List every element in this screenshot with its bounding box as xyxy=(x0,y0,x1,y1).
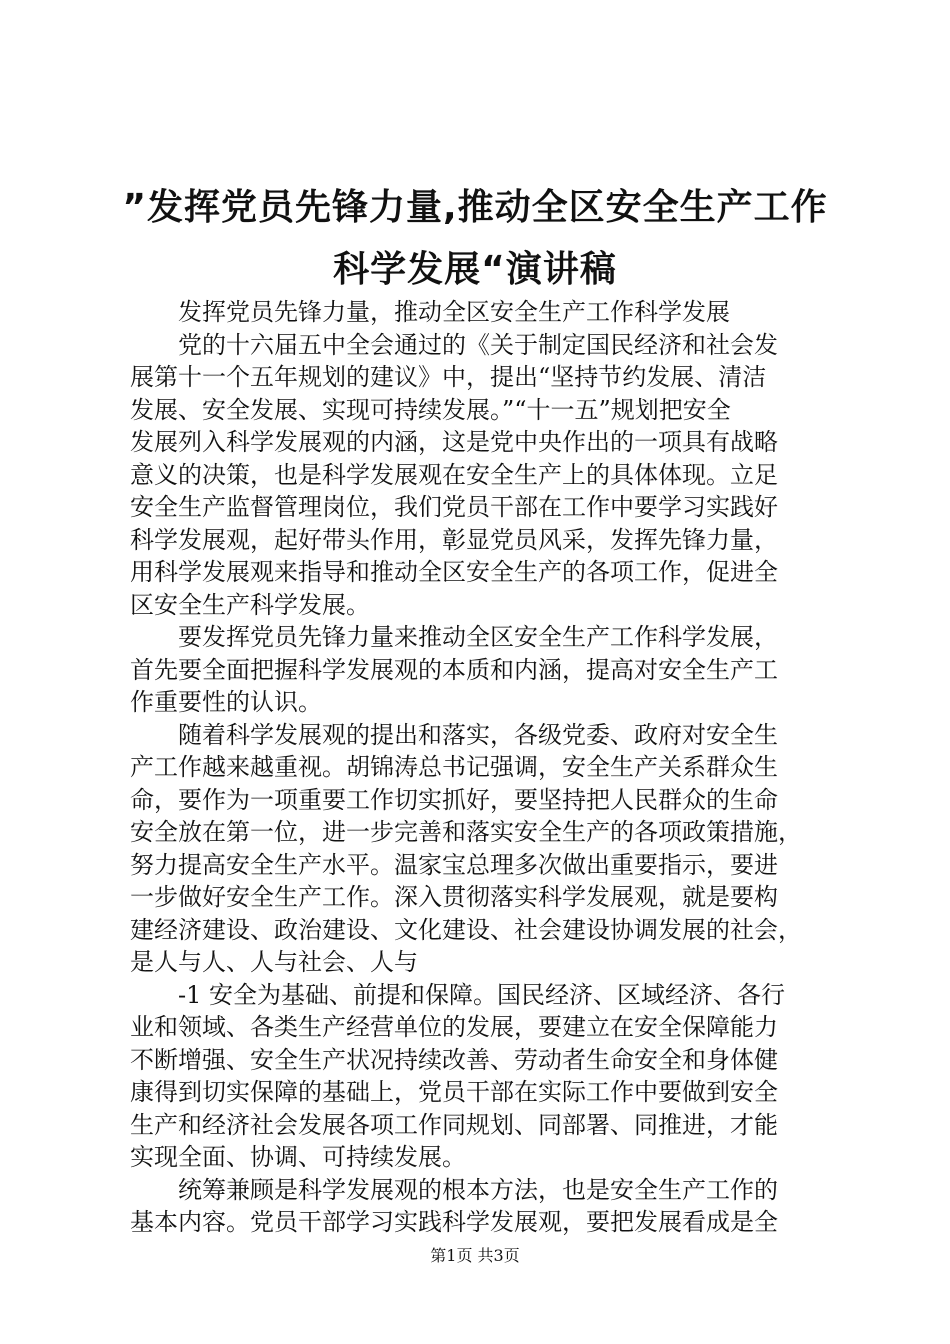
body-line: 科学发展观，起好带头作用，彰显党员风采，发挥先锋力量， xyxy=(130,525,778,554)
body-line: 展第十一个五年规划的建议》中，提出“坚持节约发展、清洁 xyxy=(130,363,767,391)
body-line: 作重要性的认识。 xyxy=(130,688,322,716)
body-line: 发展、安全发展、实现可持续发展。”“十一五”规划把安全 xyxy=(130,395,731,424)
body-line: 康得到切实保障的基础上，党员干部在实际工作中要做到安全 xyxy=(130,1078,778,1106)
body-line: 产工作越来越重视。胡锦涛总书记强调，安全生产关系群众生 xyxy=(130,753,778,781)
body-line: 生产和经济社会发展各项工作同规划、同部署、同推进，才能 xyxy=(130,1110,778,1139)
body-line: 是人与人、人与社会、人与 xyxy=(130,948,418,976)
body-line: 党的十六届五中全会通过的《关于制定国民经济和社会发 xyxy=(178,330,778,359)
body-line: 意义的决策，也是科学发展观在安全生产上的具体体现。立足 xyxy=(130,460,778,489)
body-line: -1 安全为基础、前提和保障。国民经济、区域经济、各行 xyxy=(178,980,786,1009)
body-line: 安全生产监督管理岗位，我们党员干部在工作中要学习实践好 xyxy=(130,493,778,521)
body-line: 努力提高安全生产水平。温家宝总理多次做出重要指示，要进 xyxy=(130,850,778,879)
body-line: 发展列入科学发展观的内涵，这是党中央作出的一项具有战略 xyxy=(130,428,778,456)
body-line: 实现全面、协调、可持续发展。 xyxy=(130,1143,466,1171)
body-line: 统筹兼顾是科学发展观的根本方法，也是安全生产工作的 xyxy=(178,1175,778,1204)
page-footer: 第1页 共3页 xyxy=(430,1246,520,1265)
document-title-line-1: ”发挥党员先锋力量,推动全区安全生产工作 xyxy=(122,187,828,228)
body-line: 建经济建设、政治建设、文化建设、社会建设协调发展的社会， xyxy=(130,915,802,944)
body-line: 发挥党员先锋力量，推动全区安全生产工作科学发展 xyxy=(178,298,730,326)
body-line: 随着科学发展观的提出和落实，各级党委、政府对安全生 xyxy=(178,720,778,749)
body-line: 要发挥党员先锋力量来推动全区安全生产工作科学发展， xyxy=(178,623,778,651)
body-line: 区安全生产科学发展。 xyxy=(130,590,370,619)
body-line: 用科学发展观来指导和推动全区安全生产的各项工作，促进全 xyxy=(130,558,778,586)
body-line: 不断增强、安全生产状况持续改善、劳动者生命安全和身体健 xyxy=(130,1045,778,1074)
document-body xyxy=(130,296,830,1239)
body-line: 命，要作为一项重要工作切实抓好，要坚持把人民群众的生命 xyxy=(130,785,778,814)
body-line: 安全放在第一位，进一步完善和落实安全生产的各项政策措施， xyxy=(130,818,802,846)
body-line: 首先要全面把握科学发展观的本质和内涵，提高对安全生产工 xyxy=(130,655,778,684)
body-line: 一步做好安全生产工作。深入贯彻落实科学发展观，就是要构 xyxy=(130,883,778,911)
body-line: 业和领域、各类生产经营单位的发展，要建立在安全保障能力 xyxy=(130,1013,778,1041)
document-title-line-2: 科学发展“演讲稿 xyxy=(333,249,617,290)
body-line: 基本内容。党员干部学习实践科学发展观，要把发展看成是全 xyxy=(130,1208,778,1236)
